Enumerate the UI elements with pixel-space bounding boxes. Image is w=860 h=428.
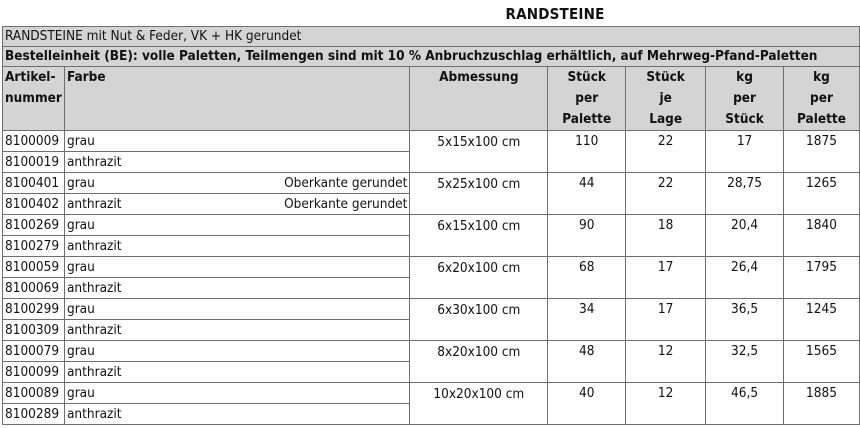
table-row [3, 383, 860, 404]
farbe-cell [64, 215, 409, 236]
kg-per-stueck-cell: 20,4 [706, 215, 784, 257]
farbe-label: grau [66, 301, 95, 317]
farbe-cell [64, 236, 409, 257]
table-header [3, 67, 860, 131]
header-line: Stück [725, 111, 764, 127]
table-row [3, 257, 860, 278]
stueck-je-lage-cell: 17 [626, 299, 706, 341]
header-line: Stück [567, 69, 606, 85]
artikelnummer-cell: 8100299 [3, 299, 65, 320]
header-line: nummer [5, 90, 62, 106]
header-kg-per-stueck [706, 67, 784, 131]
farbe-cell [64, 383, 409, 404]
kg-per-palette-cell: 1265 [784, 173, 860, 215]
farbe-label: grau [66, 133, 95, 149]
farbe-cell [64, 173, 409, 194]
header-line: Palette [562, 111, 612, 127]
header-line: per [575, 90, 599, 106]
header-line: kg [736, 69, 753, 85]
header-line: je [659, 90, 672, 106]
stueck-per-palette-cell: 40 [548, 383, 626, 425]
artikelnummer-cell: 8100099 [3, 362, 65, 383]
artikelnummer-cell: 8100289 [3, 404, 65, 425]
artikelnummer-cell: 8100019 [3, 152, 65, 173]
header-line: per [733, 90, 757, 106]
artikelnummer-cell: 8100401 [3, 173, 65, 194]
table-row [3, 341, 860, 362]
page-title: RANDSTEINE [505, 5, 605, 23]
abmessung-cell: 5x15x100 cm [410, 131, 548, 173]
stueck-per-palette-cell: 44 [548, 173, 626, 215]
header-stueck-je-lage [626, 67, 706, 131]
farbe-label: anthrazit [66, 364, 122, 380]
abmessung-cell: 6x15x100 cm [410, 215, 548, 257]
artikelnummer-cell: 8100269 [3, 215, 65, 236]
kg-per-palette-cell: 1565 [784, 341, 860, 383]
table-row [3, 131, 860, 152]
stueck-je-lage-cell: 22 [626, 131, 706, 173]
stueck-je-lage-cell: 17 [626, 257, 706, 299]
kg-per-palette-cell: 1885 [784, 383, 860, 425]
kg-per-palette-cell: 1795 [784, 257, 860, 299]
table-subtitle: RANDSTEINE mit Nut & Feder, VK + HK gerundet [3, 27, 860, 47]
farbe-label: anthrazit [66, 406, 122, 422]
header-line: Farbe [66, 69, 106, 85]
stueck-je-lage-cell: 12 [626, 383, 706, 425]
farbe-cell [64, 194, 409, 215]
farbe-cell [64, 152, 409, 173]
farbe-cell [64, 257, 409, 278]
farbe-label: anthrazit [66, 280, 122, 296]
farbe-label: anthrazit [66, 196, 122, 212]
table-row [3, 299, 860, 320]
stueck-je-lage-cell: 12 [626, 341, 706, 383]
stueck-je-lage-cell: 18 [626, 215, 706, 257]
header-line: Palette [797, 111, 846, 127]
farbe-cell [64, 299, 409, 320]
kg-per-palette-cell: 1245 [784, 299, 860, 341]
edge-note: Oberkante gerundet [284, 175, 408, 191]
kg-per-stueck-cell: 46,5 [706, 383, 784, 425]
farbe-label: anthrazit [66, 154, 122, 170]
abmessung-cell: 8x20x100 cm [410, 341, 548, 383]
farbe-label: grau [66, 343, 95, 359]
farbe-cell [64, 362, 409, 383]
abmessung-cell: 5x25x100 cm [410, 173, 548, 215]
artikelnummer-cell: 8100309 [3, 320, 65, 341]
artikelnummer-cell: 8100079 [3, 341, 65, 362]
product-table [2, 26, 860, 425]
artikelnummer-cell: 8100089 [3, 383, 65, 404]
abmessung-cell: 6x30x100 cm [410, 299, 548, 341]
artikelnummer-cell: 8100402 [3, 194, 65, 215]
kg-per-palette-cell: 1875 [784, 131, 860, 173]
header-line: Lage [649, 111, 683, 127]
farbe-cell [64, 320, 409, 341]
header-farbe [64, 67, 409, 131]
farbe-cell [64, 131, 409, 152]
farbe-label: anthrazit [66, 238, 122, 254]
farbe-label: grau [66, 175, 95, 191]
header-stueck-per-palette [548, 67, 626, 131]
header-line: Artikel- [5, 69, 56, 85]
header-line: kg [813, 69, 830, 85]
ordering-unit-note: Bestelleinheit (BE): volle Paletten, Teilmengen sind mit 10 % Anbruchzuschlag erhältlich, auf Mehrweg-Pfand-Paletten [3, 47, 860, 67]
farbe-label: anthrazit [66, 322, 122, 338]
header-kg-per-palette [784, 67, 860, 131]
stueck-per-palette-cell: 90 [548, 215, 626, 257]
table-body [3, 131, 860, 425]
artikelnummer-cell: 8100069 [3, 278, 65, 299]
stueck-je-lage-cell: 22 [626, 173, 706, 215]
table-row [3, 173, 860, 194]
farbe-cell [64, 341, 409, 362]
header-line: Stück [646, 69, 685, 85]
header-line: per [810, 90, 833, 106]
kg-per-palette-cell: 1840 [784, 215, 860, 257]
stueck-per-palette-cell: 34 [548, 299, 626, 341]
stueck-per-palette-cell: 48 [548, 341, 626, 383]
header-artikelnummer [3, 67, 65, 131]
farbe-cell [64, 404, 409, 425]
kg-per-stueck-cell: 36,5 [706, 299, 784, 341]
stueck-per-palette-cell: 110 [548, 131, 626, 173]
abmessung-cell: 6x20x100 cm [410, 257, 548, 299]
edge-note: Oberkante gerundet [284, 196, 408, 212]
kg-per-stueck-cell: 26,4 [706, 257, 784, 299]
farbe-label: grau [66, 217, 95, 233]
farbe-label: grau [66, 385, 95, 401]
kg-per-stueck-cell: 28,75 [706, 173, 784, 215]
farbe-cell [64, 278, 409, 299]
artikelnummer-cell: 8100059 [3, 257, 65, 278]
header-abmessung [410, 67, 548, 131]
kg-per-stueck-cell: 17 [706, 131, 784, 173]
stueck-per-palette-cell: 68 [548, 257, 626, 299]
abmessung-cell: 10x20x100 cm [410, 383, 548, 425]
artikelnummer-cell: 8100009 [3, 131, 65, 152]
artikelnummer-cell: 8100279 [3, 236, 65, 257]
header-line: Abmessung [439, 69, 519, 85]
farbe-label: grau [66, 259, 95, 275]
kg-per-stueck-cell: 32,5 [706, 341, 784, 383]
table-row [3, 215, 860, 236]
